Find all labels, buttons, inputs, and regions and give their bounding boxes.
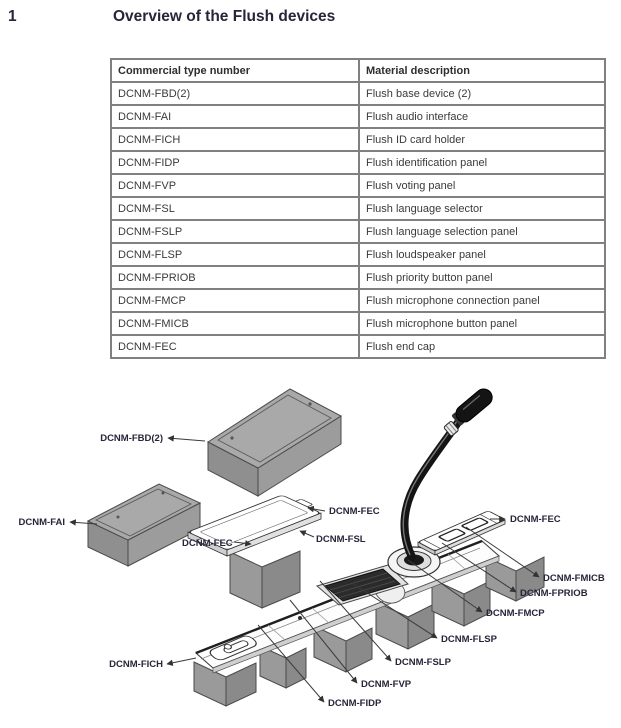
type-cell: DCNM-FIDP — [111, 151, 359, 174]
table-row — [111, 266, 605, 289]
flush-devices-diagram — [0, 383, 621, 728]
table-row — [111, 335, 605, 358]
desc-cell: Flush microphone button panel — [359, 312, 605, 335]
table-row — [111, 151, 605, 174]
label-fpriob: DCNM-FPRIOB — [520, 588, 588, 599]
table-row — [111, 312, 605, 335]
flush-base-device — [208, 389, 341, 496]
type-cell: DCNM-FEC — [111, 335, 359, 358]
flush-audio-interface — [88, 484, 200, 566]
type-cell: DCNM-FLSP — [111, 243, 359, 266]
label-flsp: DCNM-FLSP — [441, 634, 497, 645]
desc-cell: Flush audio interface — [359, 105, 605, 128]
desc-cell: Flush end cap — [359, 335, 605, 358]
desc-cell: Flush base device (2) — [359, 82, 605, 105]
label-fsl: DCNM-FSL — [316, 534, 366, 545]
type-cell: DCNM-FAI — [111, 105, 359, 128]
desc-cell: Flush ID card holder — [359, 128, 605, 151]
table-row — [111, 243, 605, 266]
desc-cell: Flush language selection panel — [359, 220, 605, 243]
type-cell: DCNM-FICH — [111, 128, 359, 151]
label-fidp: DCNM-FIDP — [328, 698, 382, 709]
desc-cell: Flush language selector — [359, 197, 605, 220]
desc-cell: Flush priority button panel — [359, 266, 605, 289]
label-fec-right: DCNM-FEC — [510, 514, 561, 525]
label-fvp: DCNM-FVP — [361, 679, 412, 690]
type-cell: DCNM-FPRIOB — [111, 266, 359, 289]
table-row — [111, 82, 605, 105]
page-title: Overview of the Flush devices — [113, 8, 336, 25]
desc-cell: Flush microphone connection panel — [359, 289, 605, 312]
label-fec-left: DCNM-FEC — [182, 538, 233, 549]
label-fec-mid: DCNM-FEC — [329, 506, 380, 517]
label-fai: DCNM-FAI — [18, 517, 65, 528]
table-row — [111, 174, 605, 197]
label-fbd2: DCNM-FBD(2) — [100, 433, 163, 444]
table-row — [111, 220, 605, 243]
table-header-row — [111, 59, 605, 82]
type-cell: DCNM-FMCP — [111, 289, 359, 312]
table-row — [111, 197, 605, 220]
desc-cell: Flush voting panel — [359, 174, 605, 197]
device-table — [110, 58, 606, 359]
table-row — [111, 289, 605, 312]
type-cell: DCNM-FSL — [111, 197, 359, 220]
type-cell: DCNM-FSLP — [111, 220, 359, 243]
desc-cell: Flush loudspeaker panel — [359, 243, 605, 266]
label-fmicb: DCNM-FMICB — [543, 573, 605, 584]
label-fslp: DCNM-FSLP — [395, 657, 451, 668]
type-cell: DCNM-FMICB — [111, 312, 359, 335]
microphone-capsule — [450, 385, 495, 427]
section-number: 1 — [8, 8, 17, 25]
type-cell: DCNM-FBD(2) — [111, 82, 359, 105]
col-header-desc: Material description — [359, 59, 605, 82]
table-row — [111, 128, 605, 151]
label-fmcp: DCNM-FMCP — [486, 608, 545, 619]
col-header-type: Commercial type number — [111, 59, 359, 82]
desc-cell: Flush identification panel — [359, 151, 605, 174]
identification-panel-dot — [298, 616, 302, 620]
type-cell: DCNM-FVP — [111, 174, 359, 197]
label-fich: DCNM-FICH — [109, 659, 163, 670]
table-row — [111, 105, 605, 128]
